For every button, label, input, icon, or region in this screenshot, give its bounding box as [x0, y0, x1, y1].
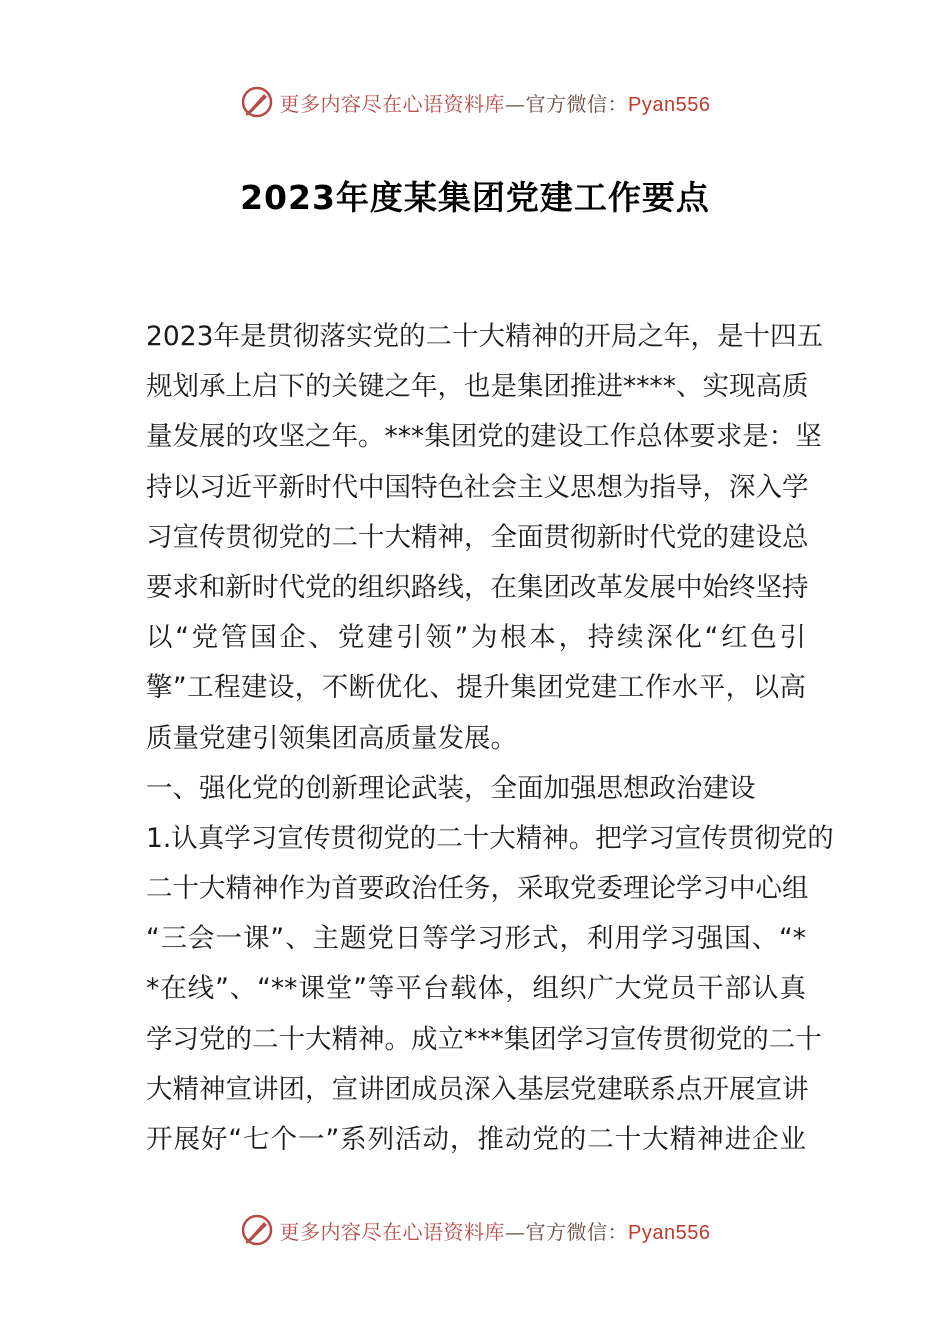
text-line: 量发展的攻坚之年。***集团党的建设工作总体要求是：坚: [146, 421, 822, 453]
text-line: 习宣传贯彻党的二十大精神，全面贯彻新时代党的建设总: [146, 521, 809, 553]
document-body: [146, 312, 834, 1165]
text-line: 大精神宣讲团，宣讲团成员深入基层党建联系点开展宣讲: [146, 1073, 809, 1105]
text-line: 二十大精神作为首要政治任务，采取党委理论学习中心组: [146, 873, 809, 905]
text-line: *在线”、“**课堂”等平台载体，组织广大党员干部认真: [146, 973, 806, 1005]
text-line: 以“党管国企、党建引领”为根本，持续深化“红色引: [146, 622, 806, 654]
watermark-banner-bottom: [0, 1210, 950, 1250]
text-line: 学习党的二十大精神。成立***集团学习宣传贯彻党的二十: [146, 1023, 822, 1055]
text-line: 规划承上启下的关键之年，也是集团推进****、实现高质: [146, 371, 809, 403]
text-line: 1.认真学习宣传贯彻党的二十大精神。把学习宣传贯彻党的: [146, 822, 834, 854]
quill-logo-icon: [240, 1213, 274, 1247]
text-line: 持以习近平新时代中国特色社会主义思想为指导，深入学: [146, 471, 809, 503]
text-line: 2023年是贯彻落实党的二十大精神的开局之年，是十四五: [146, 321, 823, 352]
text-line: 要求和新时代党的组织路线，在集团改革发展中始终坚持: [146, 571, 809, 603]
text-line: “三会一课”、主题党日等学习形式，利用学习强国、“*: [146, 923, 806, 955]
section-heading: 一、强化党的创新理论武装，全面加强思想政治建设: [146, 772, 756, 804]
watermark-banner-top: [0, 82, 950, 122]
quill-logo-icon: [240, 85, 274, 119]
document-title: 2023年度某集团党建工作要点: [240, 178, 710, 217]
watermark-text: 更多内容尽在心语资料库—官方微信：Pyan556: [279, 91, 711, 116]
text-line: 质量党建引领集团高质量发展。: [146, 722, 517, 754]
watermark-text: 更多内容尽在心语资料库—官方微信：Pyan556: [279, 1219, 711, 1244]
text-line: 擎”工程建设，不断优化、提升集团党建工作水平，以高: [146, 672, 806, 704]
text-line: 开展好“七个一”系列活动，推动党的二十大精神进企业: [146, 1124, 806, 1155]
